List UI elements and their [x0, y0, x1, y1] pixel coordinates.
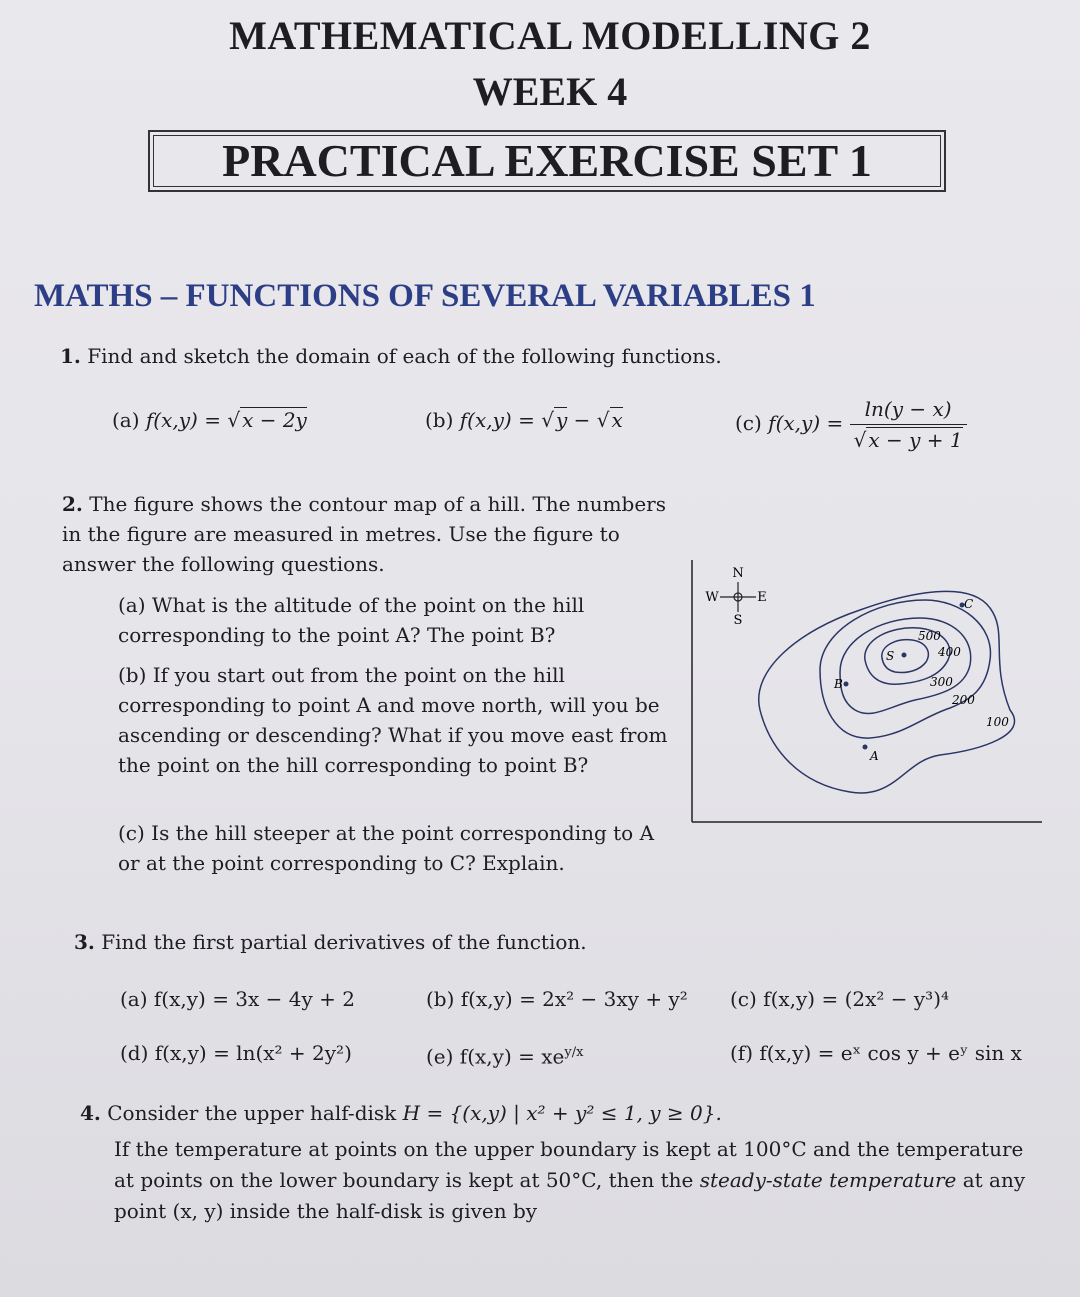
- q1-part-c: [735, 394, 967, 455]
- question-text: Consider the upper half-disk: [107, 1101, 397, 1125]
- contour-label: 100: [986, 715, 1009, 729]
- q3-part-b: (b) f(x,y) = 2x² − 3xy + y²: [426, 987, 688, 1011]
- part-text: What is the altitude of the point on the hill corresponding to the point A? The point B?: [118, 593, 585, 647]
- point-s-marker: [902, 653, 907, 658]
- q2-part-a: [118, 590, 674, 650]
- question-1: [60, 341, 722, 371]
- q2-part-b: [118, 660, 674, 780]
- q2-part-c: [118, 818, 674, 878]
- part-text: If you start out from the point on the hill corresponding to point A and move north, will you be ascending or descending? What if you move east from the point on the hill corresponding to point B?: [118, 663, 668, 777]
- q3-part-c: (c) f(x,y) = (2x² − y³)⁴: [730, 987, 950, 1011]
- point-a-label: A: [870, 749, 879, 763]
- contour-label: 200: [952, 693, 975, 707]
- week-title: WEEK 4: [472, 69, 628, 114]
- part-label: (a): [112, 408, 140, 432]
- denominator: x − y + 1: [868, 428, 963, 452]
- q3-part-e: [426, 1038, 583, 1072]
- function-lhs: f(x,y) =: [145, 408, 228, 432]
- radicand: x: [611, 408, 623, 432]
- compass-west: W: [705, 590, 719, 605]
- part-label: (b): [118, 663, 147, 687]
- question-number: 1.: [60, 344, 81, 368]
- contour-200: [820, 600, 990, 738]
- question-number: 4.: [80, 1101, 101, 1125]
- question-number: 3.: [74, 930, 95, 954]
- minus-sign: −: [567, 408, 597, 432]
- paragraph-text: If the temperature at points on the upper boundary is kept at 100°C and the temperature at points on the lower boundary is kept at 50°C, then the: [114, 1137, 1024, 1192]
- set-definition: H = {(x,y) | x² + y² ≤ 1, y ≥ 0}.: [402, 1101, 722, 1125]
- compass-north: N: [732, 566, 744, 581]
- section-title: MATHS – FUNCTIONS OF SEVERAL VARIABLES 1: [34, 278, 816, 314]
- point-c-label: C: [964, 597, 974, 611]
- contour-map: [690, 560, 1050, 830]
- question-number: 2.: [62, 492, 83, 516]
- part-text: (e) f(x,y) = xe: [426, 1044, 565, 1069]
- q1-part-b: (b) f(x,y) = √ y − √ x: [425, 408, 623, 432]
- q1-part-a: (a) f(x,y) = √ x − 2y: [112, 408, 307, 432]
- question-4: [80, 1098, 722, 1128]
- function-lhs: f(x,y) =: [768, 411, 850, 435]
- question-2: [62, 489, 674, 579]
- part-label: (c): [118, 821, 145, 845]
- radicand: y: [555, 408, 568, 432]
- point-b-marker: [844, 682, 849, 687]
- exercise-set-title: PRACTICAL EXERCISE SET 1: [153, 135, 941, 187]
- part-label: (a): [118, 593, 146, 617]
- contour-label: 300: [930, 675, 953, 689]
- fraction: $\frac{\ln(y - x)}{√ x - y + 1}$: [850, 394, 967, 455]
- question-text: The figure shows the contour map of a hill. The numbers in the figure are measured in metres. Use the figure to answer the following questions.: [62, 492, 666, 576]
- q4-paragraph: [114, 1134, 1044, 1227]
- part-label: (c): [735, 411, 762, 435]
- point-b-label: B: [834, 677, 843, 691]
- q3-part-d: (d) f(x,y) = ln(x² + 2y²): [120, 1041, 352, 1065]
- exponent: y/x: [564, 1045, 584, 1060]
- emphasis-text: steady-state temperature: [699, 1168, 957, 1192]
- paragraph-text: at any point (x, y) inside the half-disk is given by: [114, 1168, 1026, 1223]
- question-text: Find and sketch the domain of each of the following functions.: [87, 344, 722, 368]
- exercise-set-box: [148, 130, 946, 192]
- question-text: Find the first partial derivatives of the function.: [101, 930, 587, 954]
- numerator: ln(y − x): [850, 394, 967, 425]
- contour-label: 400: [938, 645, 961, 659]
- part-label: (b): [425, 408, 454, 432]
- compass-south: S: [733, 613, 743, 628]
- function-lhs: f(x,y) =: [459, 408, 542, 432]
- point-a-marker: [863, 745, 868, 750]
- course-title: MATHEMATICAL MODELLING 2: [229, 13, 871, 58]
- radicand: x − 2y: [242, 408, 307, 432]
- q3-part-f: (f) f(x,y) = eˣ cos y + eʸ sin x: [730, 1041, 1022, 1065]
- question-3: [74, 927, 587, 957]
- q3-part-a: (a) f(x,y) = 3x − 4y + 2: [120, 987, 355, 1011]
- contour-label: 500: [918, 629, 941, 643]
- compass-east: E: [757, 590, 767, 605]
- point-s-label: S: [886, 649, 895, 663]
- part-text: Is the hill steeper at the point corresponding to A or at the point corresponding to C? Explain.: [118, 821, 655, 875]
